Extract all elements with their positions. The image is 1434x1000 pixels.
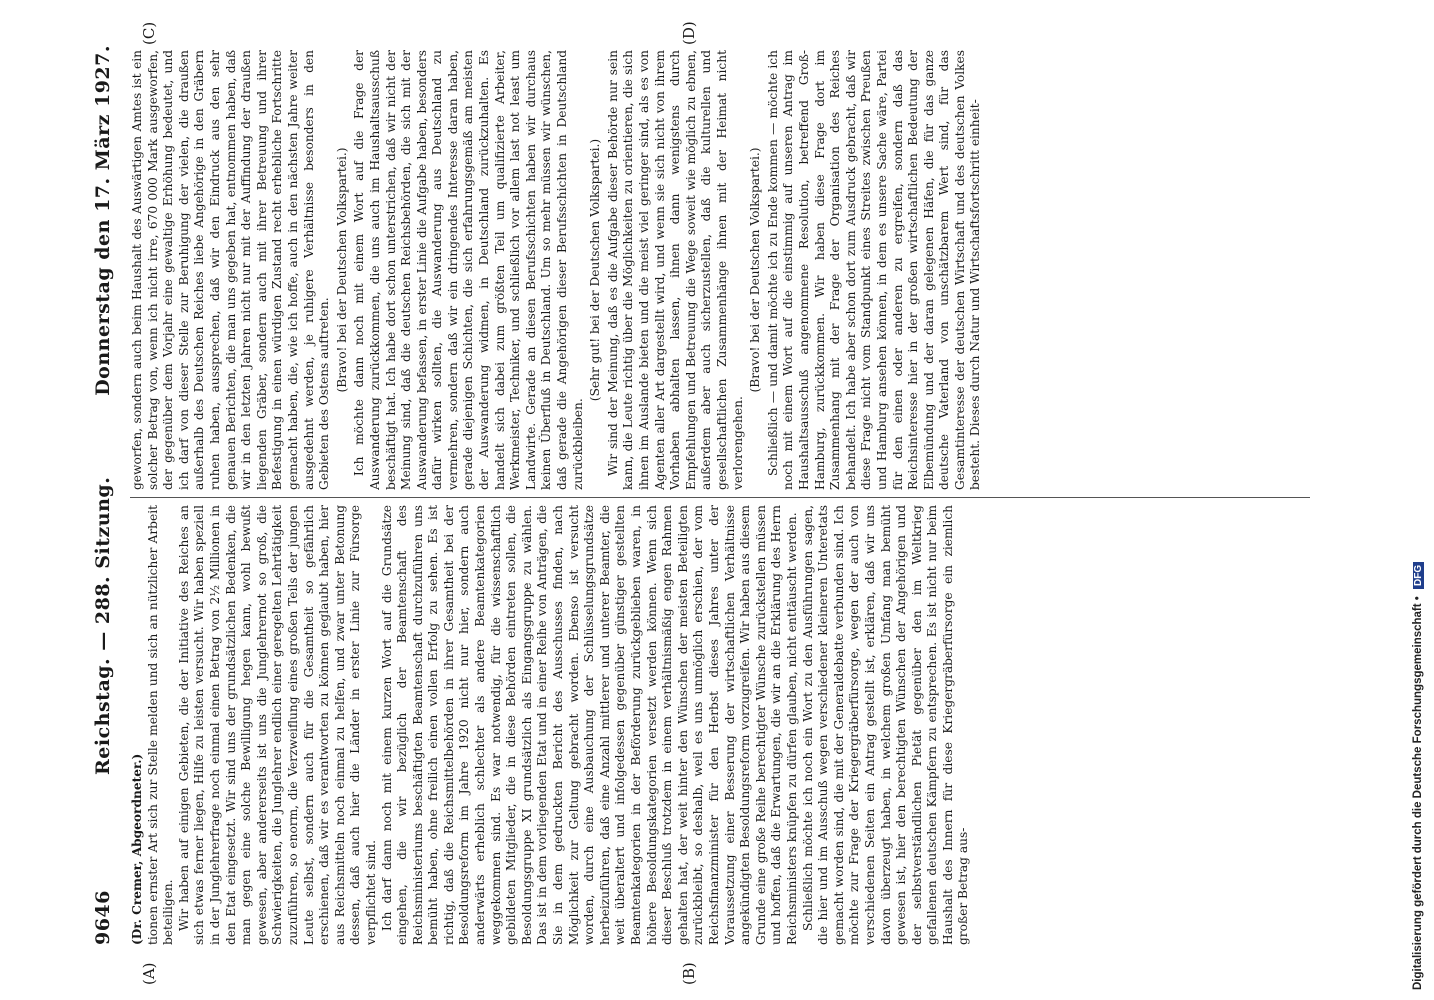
margin-mark-d: (D) [680,21,698,45]
column-divider [130,497,1310,498]
right-text-column [130,50,1310,490]
digitization-sidebar [1404,0,1434,1000]
margin-mark-a: (A) [140,962,158,985]
interjection: (Bravo! bei der Deutschen Volkspartei.) [334,147,349,393]
margin-mark-b: (B) [680,962,698,985]
speaker-line: (Dr. Cremer, Abgeordneter.) [130,753,144,945]
paragraph: Wir haben auf einigen Gebieten, die der Initiative des Reiches an sich etwas ferner liegen, Hilfe zu leisten versucht. Wir haben speziell in der Junglehrerfrage noch einmal einen Betrag von 2½ Millionen in den Etat eingesetzt. Wir sind uns der grundsätzlichen Bedenken, die man gegen eine solche Bewilligung hegen kann, wohl bewußt gewesen, aber andererseits ist uns die Junglehrernot so groß, die Schwierigkeiten, die Junglehrer endlich einer geregelten Lehrtätigkeit zuzuführen, so enorm, die Verzweiflung eines großen Teils der jungen Leute selbst, sondern auch für die Gesamtheit so gefährlich erschienen, daß wir es verantworten zu können geglaubt haben, hier aus Reichsmitteln noch einmal zu helfen, und zwar unter Betonung dessen, daß auch hier die Länder in erster Linie zur Fürsorge verpflichtet sind. [176,505,378,945]
paragraph: Ich darf dann noch mit einem kurzen Wort auf die Grundsätze eingehen, die wir bezüglich der Beamtenschaft des Reichsministeriums beschäftigten Beamtenschaft durchzuführen uns bemüht haben, ohne freilich einen vollen Erfolg zu sehen. Es ist richtig, daß die Reichsmittelbehörden in ihrer Gesamtheit bei der Besoldungsreform im Jahre 1920 nicht nur hier, sondern auch anderwärts erheblich schlechter als andere Beamtenkategorien weggekommen sind. Es war notwendig, für die wissenschaftlich gebildeten Mitglieder, die in diese Behörden eintreten sollen, die Besoldungsgruppe XI grundsätzlich als Eingangsgruppe zu wählen. Das ist in dem vorliegenden Etat und in einer Reihe von Anträgen, die Sie in dem gedruckten Bericht des Ausschusses finden, nach Möglichkeit zur Geltung gebracht worden. Ebenso ist versucht worden, durch eine Ausbauchung der Schlüsselungsgrundsätze herbeizuführen, daß eine Anzahl mittlerer und unterer Beamter, die weit überaltert und infolgedessen gegenüber günstiger gestellten Beamtenkategorien in der Beförderung zurückgeblieben waren, in höhere Besoldungskategorien versetzt werden können. Wenn sich dieser Beschluß trotzdem in einem verhältnismäßig engen Rahmen gehalten hat, der weit hinter den Wünschen der meisten Beteiligten zurückbleibt, so deshalb, weil es uns unmöglich erschien, der vom Reichsfinanzminister für den Herbst dieses Jahres unter der Voraussetzung einer Besserung der wirtschaftlichen Verhältnisse angekündigten Besoldungsreform vorzugreifen. Wir haben aus diesem Grunde eine große Reihe berechtigter Wünsche zurückstellen müssen und hoffen, daß die Erwartungen, die wir an die Erklärung des Herrn Reichsministers knüpfen zu dürfen glauben, nicht enttäuscht werden. [379,505,799,945]
paragraph: Wir sind der Meinung, daß es die Aufgabe dieser Behörde nur sein kann, die Leute richtig über die Möglichkeiten zu orientieren, die sich ihnen im Auslande bieten und die meist viel geringer sind, als es von Agenten aller Art dargestellt wird, und wenn sie sich nicht von ihrem Vorhaben abhalten lassen, ihnen dann wenigstens durch Empfehlungen und Betreuung die Wege soweit wie möglich zu ebnen, außerdem aber auch sicherzustellen, daß die kulturellen und gesellschaftlichen Zusammenhänge ihnen mit der Heimat nicht verlorengehen. [605,50,745,490]
dfg-logo: DFG [1413,562,1424,589]
paragraph: tionen ernster Art sich zur Stelle melden und sich an nützlicher Arbeit beteiligen. [145,505,176,945]
paragraph: Ich möchte dann noch mit einem Wort auf die Frage der Auswanderung zurückkommen, die uns auch im Haushaltsausschuß beschäftigt hat. Ich habe dort schon unterstrichen, daß wir nicht der Meinung sind, daß die deutschen Reichsbehörden, die sich mit der Auswanderung befassen, in erster Linie die Aufgabe haben, besonders dafür wirken sollten, die Auswanderung aus Deutschland zu vermehren, sondern daß wir ein dringendes Interesse daran haben, gerade diejenigen Schichten, die sich erfahrungsgemäß am meisten der Auswanderung widmen, in Deutschland zurückzuhalten. Es handelt sich dabei zum größten Teil um qualifizierte Arbeiter, Werkmeister, Techniker, und schließlich vor allem last not least um Landwirte. Gerade an diesen Berufsschichten haben wir durchaus keinen Überfluß in Deutschland. Um so mehr müssen wir wünschen, daß gerade die Angehörigen dieser Berufsschichten in Deutschland zurückbleiben. [352,50,585,490]
interjection: (Sehr gut! bei der Deutschen Volkspartei.) [588,138,603,402]
margin-mark-c: (C) [140,21,158,45]
session-title: Reichstag. — 288. Sitzung. [92,476,114,775]
page-number: 9646 [92,890,114,945]
funding-note: Digitalisierung gefördert durch die Deutsche Forschungsgemeinschaft • [1412,596,1424,990]
page-header [92,45,126,945]
rotated-document-page [80,0,1350,1000]
interjection: (Bravo! bei der Deutschen Volkspartei.) [748,147,763,393]
session-date: Donnerstag den 17. März 1927. [92,45,114,396]
paragraph: Schließlich — und damit möchte ich zu Ende kommen — möchte ich noch mit einem Wort auf die einstimmig auf unseren Antrag im Haushaltsausschuß angenommene Resolution, betreffend Groß-Hamburg, zurückkommen. Wir haben diese Frage dort im Zusammenhang mit der Frage der Organisation des Reiches behandelt. Ich habe aber schon dort zum Ausdruck gebracht, daß wir diese Frage nicht vom Standpunkt eines Streites zwischen Preußen und Hamburg ansehen können, in dem es unsere Sache wäre, Partei für den einen oder anderen zu ergreifen, sondern daß das Reichsinteresse hier in der großen wirtschaftlichen Bedeutung der Elbemündung und der daran gelegenen Häfen, die für das ganze deutsche Vaterland von unschätzbarem Wert sind, für das Gesamtinteresse der deutschen Wirtschaft und des deutschen Volkes besteht. Dieses durch Natur und Wirtschaftsfortschritt einheit- [765,50,983,490]
paragraph: Schließlich möchte ich noch ein Wort zu den Ausführungen sagen, die hier und im Ausschuß wegen verschiedener kleineren Unteretats gemacht worden sind, die mit der Generaldebatte verbunden sind. Ich möchte zur Frage der Kriegergräberfürsorge, wegen der auch von verschiedenen Seiten ein Antrag gestellt ist, erklären, daß wir uns davon überzeugt haben, in welchem großen Umfang man bemüht gewesen ist, hier den berechtigten Wünschen der Angehörigen und der selbstverständlichen Pietät gegenüber den im Weltkrieg gefallenen deutschen Kämpfern zu entsprechen. Es ist nicht nur beim Haushalt des Innern für diese Kriegergräberfürsorge ein ziemlich großer Betrag aus- [800,505,971,945]
left-text-column [130,505,1310,945]
paragraph: geworfen, sondern auch beim Haushalt des Auswärtigen Amtes ist ein solcher Betrag von, wenn ich nicht irre, 670 000 Mark ausgeworfen, der gegenüber dem Vorjahr eine gewaltige Erhöhung bedeutet, und ich darf von dieser Stelle zur Beruhigung der vielen, die draußen außerhalb des Deutschen Reiches liebe Angehörige in den Gräbern ruhen haben, aussprechen, daß wir den Eindruck aus den sehr genauen Berichten, die man uns gegeben hat, entnommen haben, daß wir in den letzten Jahren nicht nur mit der Auffindung der draußen liegenden Gräber, sondern auch mit ihrer Betreuung und ihrer Befestigung in einen würdigen Zustand recht erhebliche Fortschritte gemacht haben, die, wie ich hoffe, auch in den nächsten Jahre weiter ausgedehnt werden, je ruhigere Verhältnisse besonders in den Gebieten des Ostens auftreten. [130,50,332,490]
